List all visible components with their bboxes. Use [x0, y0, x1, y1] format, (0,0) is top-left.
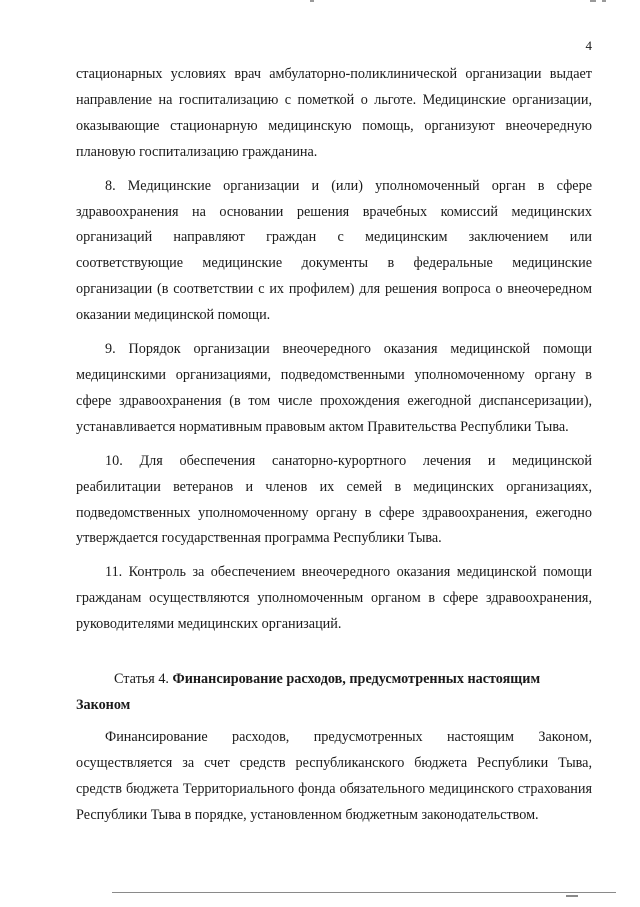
- paragraph-item-9: 9. Порядок организации внеочередного оказания медицинской помощи медицинскими организациями, подведомственными уполномоченному органу в сфере здравоохранения (в том числе прохождения ежегодной диспансеризации), устанавливается нормативным правовым актом Правительства Республики Тыва.: [76, 341, 592, 435]
- article-heading: [76, 667, 592, 693]
- article-body: Финансирование расходов, предусмотренных настоящим Законом, осуществляется за счет средств республиканского бюджета Республики Тыва, средств бюджета Территориального фонда обязательного медицинского страхования Республики Тыва в порядке, установленном бюджетным законодательством.: [76, 728, 592, 823]
- paragraph-item-11: 11. Контроль за обеспечением внеочередного оказания медицинской помощи гражданам осуществляются уполномоченным органом в сфере здравоохранения, руководителями медицинских организаций.: [76, 564, 592, 633]
- article-title-continuation: Законом: [76, 696, 131, 713]
- article-title: Финансирование расходов, предусмотренных настоящим: [172, 671, 541, 688]
- article-4-section: [76, 667, 592, 828]
- bottom-scan-tick: [566, 895, 578, 897]
- bottom-scan-line: [112, 892, 616, 893]
- article-prefix: Статья 4.: [114, 671, 169, 688]
- scan-artifact-marks: [280, 0, 620, 6]
- page-number: 4: [585, 38, 592, 53]
- paragraph-item-10: 10. Для обеспечения санаторно-курортного лечения и медицинской реабилитации ветеранов и членов их семей в медицинских организациях, подведомственных уполномоченному органу в сфере здравоохранения, ежегодно утверждается государственная программа Республики Тыва.: [76, 452, 592, 547]
- paragraph-item-8: 8. Медицинские организации и (или) уполномоченный орган в сфере здравоохранения на основании решения врачебных комиссий медицинских организаций направляют граждан с медицинским заключением или соответствующие медицинские документы в федеральные медицинские организации (в соответствии с их профилем) для решения вопроса о внеочередном оказании медицинской помощи.: [76, 177, 592, 324]
- paragraph-continuation: стационарных условиях врач амбулаторно-поликлинической организации выдает направление на госпитализацию с пометкой о льготе. Медицинские организации, оказывающие стационарную медицинскую помощь, организуют внеочередную плановую госпитализацию гражданина.: [76, 66, 592, 160]
- document-body: [76, 62, 592, 828]
